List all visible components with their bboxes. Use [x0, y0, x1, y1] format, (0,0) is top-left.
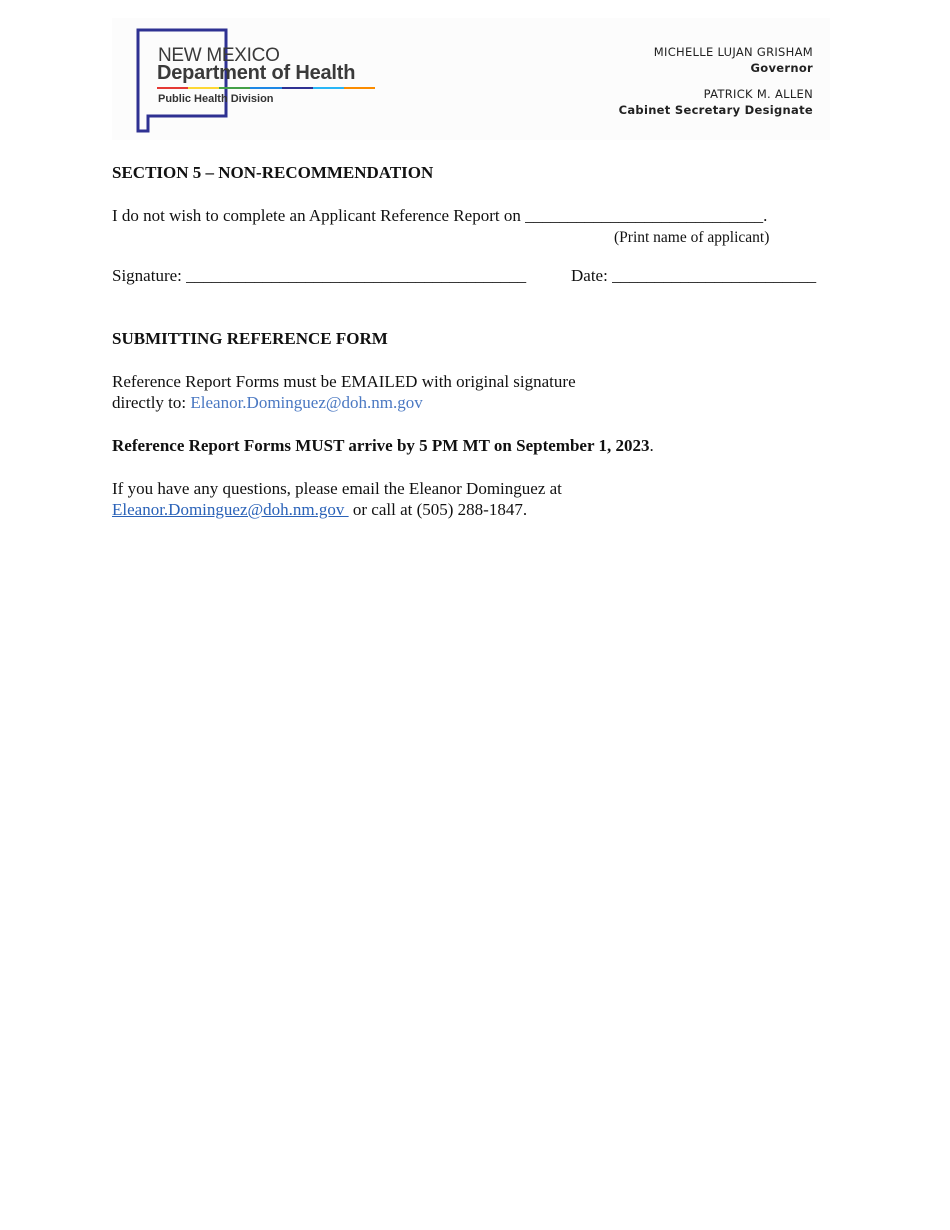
logo-color-stripe — [157, 87, 375, 89]
secretary-title: Cabinet Secretary Designate — [618, 103, 813, 117]
questions-text: If you have any questions, please email the Eleanor Dominguez at — [112, 479, 562, 498]
section5-heading: SECTION 5 – NON-RECOMMENDATION — [112, 163, 434, 182]
secretary-name: PATRICK M. ALLEN — [703, 87, 813, 101]
governor-name: MICHELLE LUJAN GRISHAM — [653, 45, 813, 59]
deadline-notice — [112, 435, 654, 456]
stripe-segment — [219, 87, 250, 89]
logo-department-name: Department of Health — [157, 62, 356, 84]
officials-block — [619, 44, 813, 118]
stripe-segment — [188, 87, 219, 89]
applicant-name-caption: (Print name of applicant) — [614, 229, 770, 246]
submission-address-line — [112, 392, 423, 413]
directly-to-label: directly to: — [112, 393, 191, 412]
stripe-segment — [157, 87, 188, 89]
submission-instructions: Reference Report Forms must be EMAILED with original signature — [112, 372, 576, 391]
questions-email-link[interactable]: Eleanor.Dominguez@doh.nm.gov — [112, 500, 349, 519]
phone-contact-text: or call at (505) 288-1847. — [348, 500, 528, 519]
stripe-segment — [344, 87, 375, 89]
logo-division-name: Public Health Division — [158, 93, 274, 105]
stripe-segment — [282, 87, 313, 89]
deadline-period: . — [649, 436, 654, 455]
governor-title: Governor — [750, 61, 813, 75]
date-field[interactable]: Date: ________________________ — [571, 266, 817, 285]
signature-field[interactable]: Signature: ________________________________________ — [112, 266, 527, 285]
nmdoh-logo — [136, 28, 386, 134]
logo-state-name: NEW MEXICO — [158, 45, 280, 66]
non-recommendation-statement: I do not wish to complete an Applicant Reference Report on ____________________________. — [112, 206, 768, 225]
questions-contact-line — [112, 499, 527, 520]
stripe-segment — [313, 87, 344, 89]
submission-email-link[interactable]: Eleanor.Dominguez@doh.nm.gov — [190, 393, 423, 412]
stripe-segment — [250, 87, 281, 89]
submitting-heading: SUBMITTING REFERENCE FORM — [112, 329, 388, 348]
deadline-text: Reference Report Forms MUST arrive by 5 PM MT on September 1, 2023 — [112, 436, 650, 455]
